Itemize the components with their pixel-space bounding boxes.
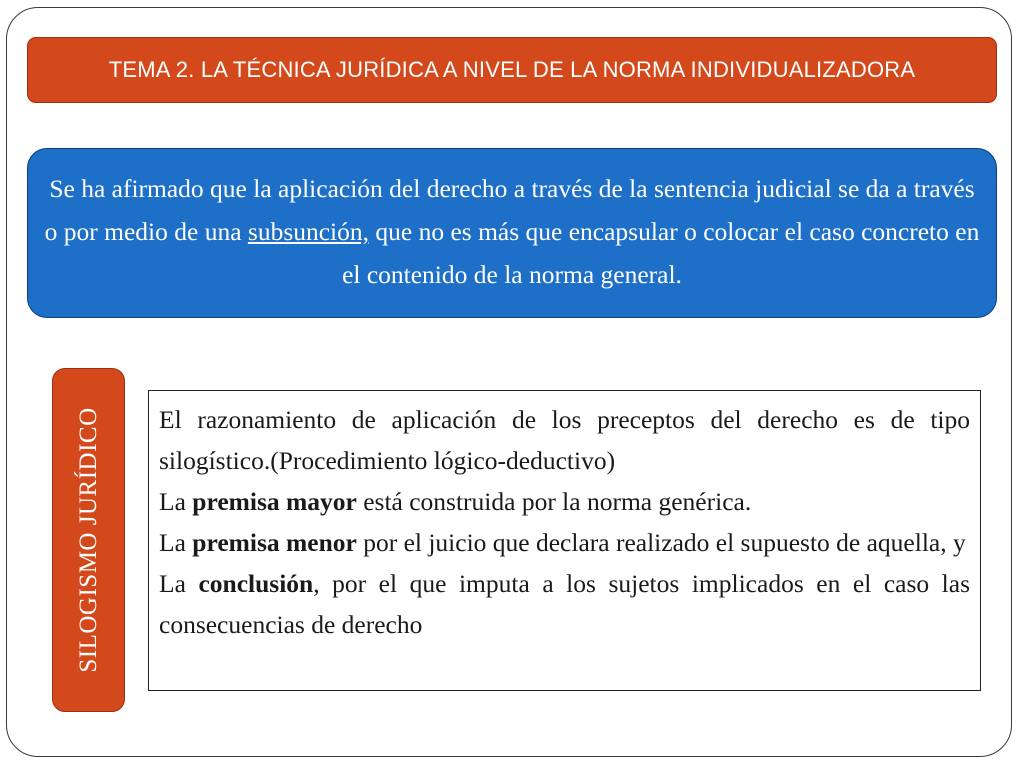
statement-text-part1: Se ha afirmado que la aplicación del derecho a través de la sentencia judicial se da a través o por medio de una (44, 174, 975, 246)
premisa-menor-text: por el juicio que declara realizado el supuesto de aquella, y (356, 528, 966, 557)
slide-title-text: TEMA 2. LA TÉCNICA JURÍDICA A NIVEL DE LA NORMA INDIVIDUALIZADORA (108, 57, 916, 82)
content-premisa-menor (159, 522, 970, 563)
content-intro: El razonamiento de aplicación de los preceptos del derecho es de tipo silogístico.(Procedimiento lógico-deductivo) (159, 405, 970, 475)
conclusion-prefix: La (159, 569, 199, 598)
content-premisa-mayor (159, 481, 970, 522)
content-conclusion (159, 563, 970, 645)
statement-underlined-term: subsunción, (247, 217, 370, 246)
premisa-mayor-prefix: La (159, 487, 193, 516)
slide-title (27, 37, 997, 103)
premisa-mayor-text: está construida por la norma genérica. (356, 487, 752, 516)
premisa-menor-prefix: La (159, 528, 193, 557)
side-label-tab (52, 368, 125, 712)
side-label-text: SILOGISMO JURÍDICO (74, 407, 102, 673)
content-box (148, 390, 981, 691)
conclusion-term: conclusión (198, 569, 314, 598)
statement-text-part2: que no es más que encapsular o colocar el caso concreto en el contenido de la norma general. (342, 217, 980, 289)
conclusion-text: , por el que imputa a los sujetos implicados en el caso las consecuencias de derecho (159, 569, 970, 639)
premisa-mayor-term: premisa mayor (192, 487, 357, 516)
premisa-menor-term: premisa menor (192, 528, 357, 557)
statement-box (27, 148, 997, 318)
